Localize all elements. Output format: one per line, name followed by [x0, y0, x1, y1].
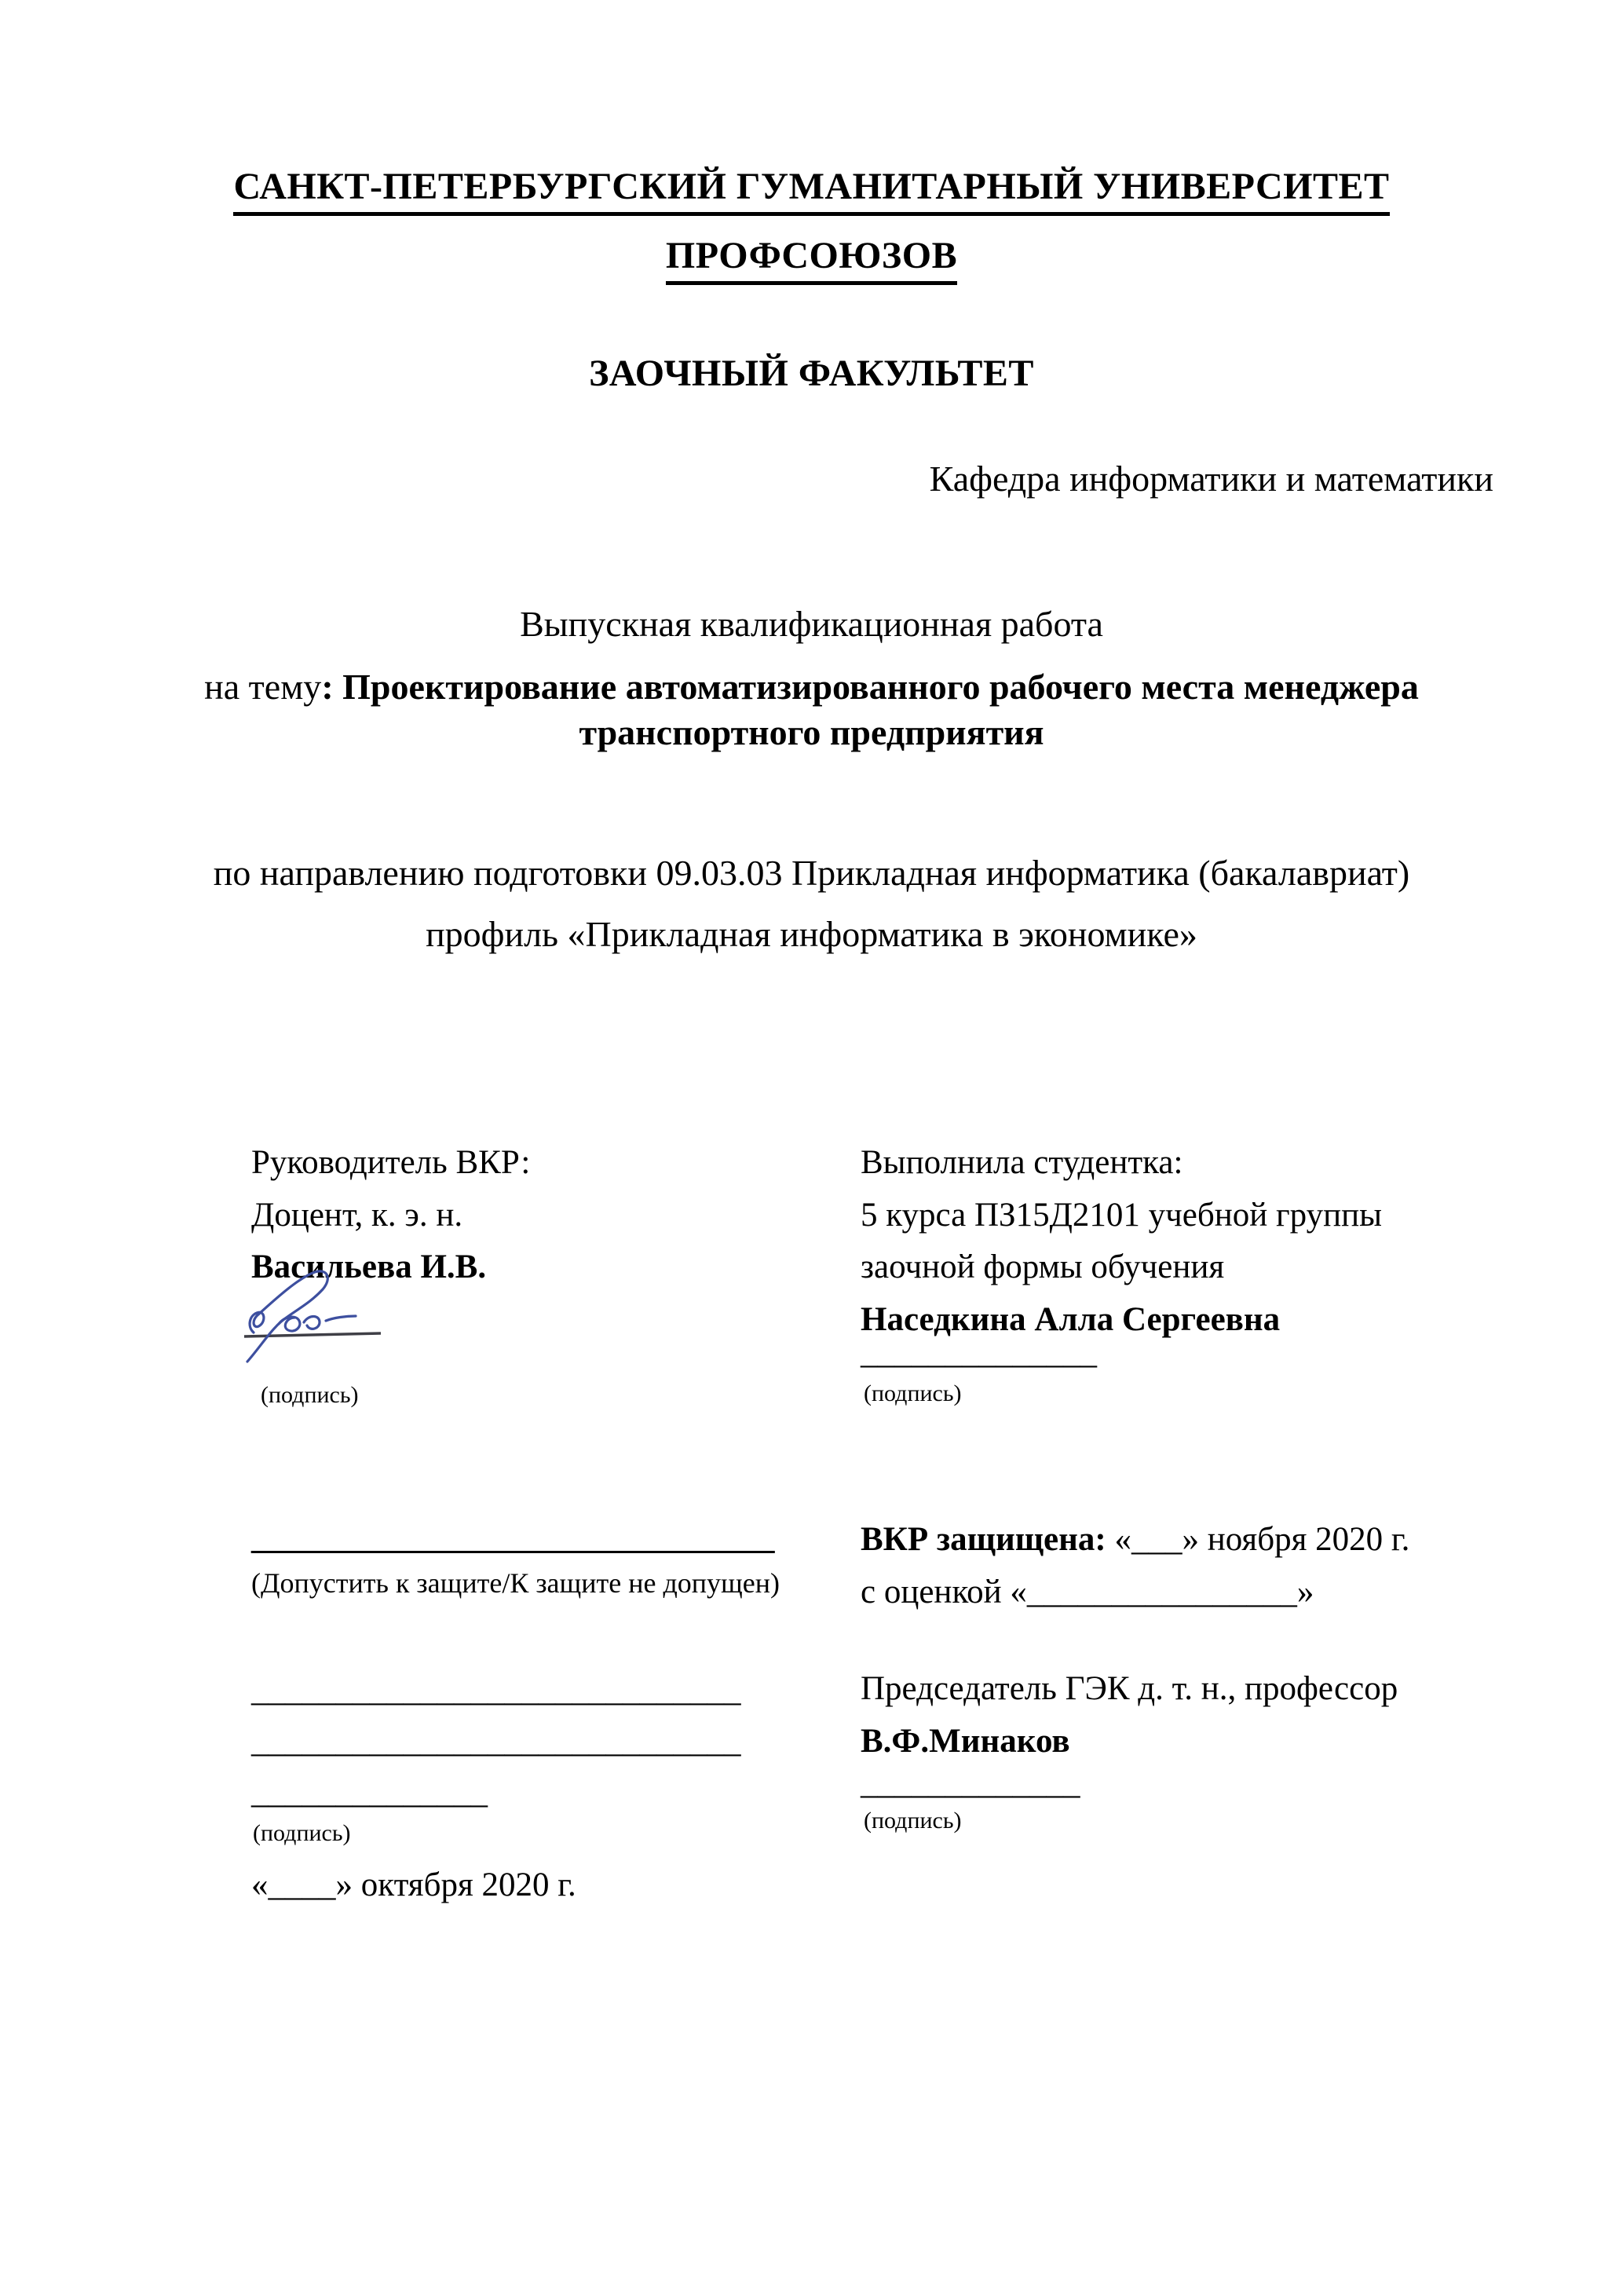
defense-defended-date: «___» ноября 2020 г.	[1106, 1521, 1410, 1558]
profile-line: профиль «Прикладная информатика в экономике»	[426, 914, 1197, 954]
student-signature-caption: (подпись)	[864, 1380, 962, 1406]
supervisor-signature-scribble	[247, 1271, 356, 1362]
defense-block	[861, 1514, 1583, 1618]
student-label: Выполнила студентка:	[861, 1144, 1183, 1181]
university-name-line1-text: САНКТ-ПЕТЕРБУРГСКИЙ ГУМАНИТАРНЫЙ УНИВЕРСИТЕТ	[233, 166, 1389, 216]
supervisor-label: Руководитель ВКР:	[251, 1144, 531, 1181]
admission-blank-line-1: _____________________________	[251, 1672, 741, 1709]
thesis-topic-title: : Проектирование автоматизированного рабочего места менеджера транспортного предприятия	[321, 667, 1419, 752]
student-name: Наседкина Алла Сергеевна	[861, 1300, 1281, 1338]
supervisor-name: Васильева И.В.	[251, 1249, 487, 1286]
department-name: Кафедра информатики и математики	[929, 459, 1493, 499]
work-type: Выпускная квалификационная работа	[520, 604, 1103, 644]
student-form: заочной формы обучения	[861, 1249, 1225, 1286]
student-group: 5 курса ПЗ15Д2101 учебной группы	[861, 1196, 1383, 1234]
faculty-name: ЗАОЧНЫЙ ФАКУЛЬТЕТ	[589, 353, 1034, 394]
admission-line: _______________________________	[251, 1519, 775, 1556]
chairman-title: Председатель ГЭК д. т. н., профессор	[861, 1670, 1398, 1707]
thesis-topic-label: на тему	[204, 667, 322, 707]
admission-blank-line-2: _____________________________	[251, 1723, 741, 1760]
thesis-topic	[184, 664, 1440, 755]
supervisor-signature-caption: (подпись)	[261, 1382, 359, 1408]
supervisor-signature	[230, 1266, 395, 1376]
defense-defended-line	[861, 1514, 1583, 1567]
university-name-line2-text: ПРОФСОЮЗОВ	[666, 235, 957, 285]
defense-grade-line: с оценкой «________________»	[861, 1573, 1314, 1610]
student-signature-line: ______________	[861, 1334, 1097, 1371]
student-block	[861, 1137, 1552, 1347]
supervisor-position: Доцент, к. э. н.	[251, 1196, 463, 1234]
defense-defended-label: ВКР защищена:	[861, 1521, 1106, 1558]
admission-short-line: ______________	[251, 1774, 488, 1811]
chairman-block	[861, 1663, 1583, 1768]
admission-date: «____» октября 2020 г.	[251, 1866, 576, 1903]
university-name-line2	[0, 234, 1623, 277]
direction-line: по направлению подготовки 09.03.03 Прикладная информатика (бакалавриат)	[213, 853, 1410, 893]
chairman-name: В.Ф.Минаков	[861, 1722, 1070, 1760]
admission-signature-caption: (подпись)	[253, 1820, 351, 1846]
signature-underline	[244, 1333, 381, 1336]
chairman-signature-line: _____________	[861, 1764, 1080, 1801]
university-name-line1	[0, 165, 1623, 208]
admission-caption: (Допустить к защите/К защите не допущен)	[251, 1567, 780, 1599]
chairman-signature-caption: (подпись)	[864, 1808, 962, 1834]
